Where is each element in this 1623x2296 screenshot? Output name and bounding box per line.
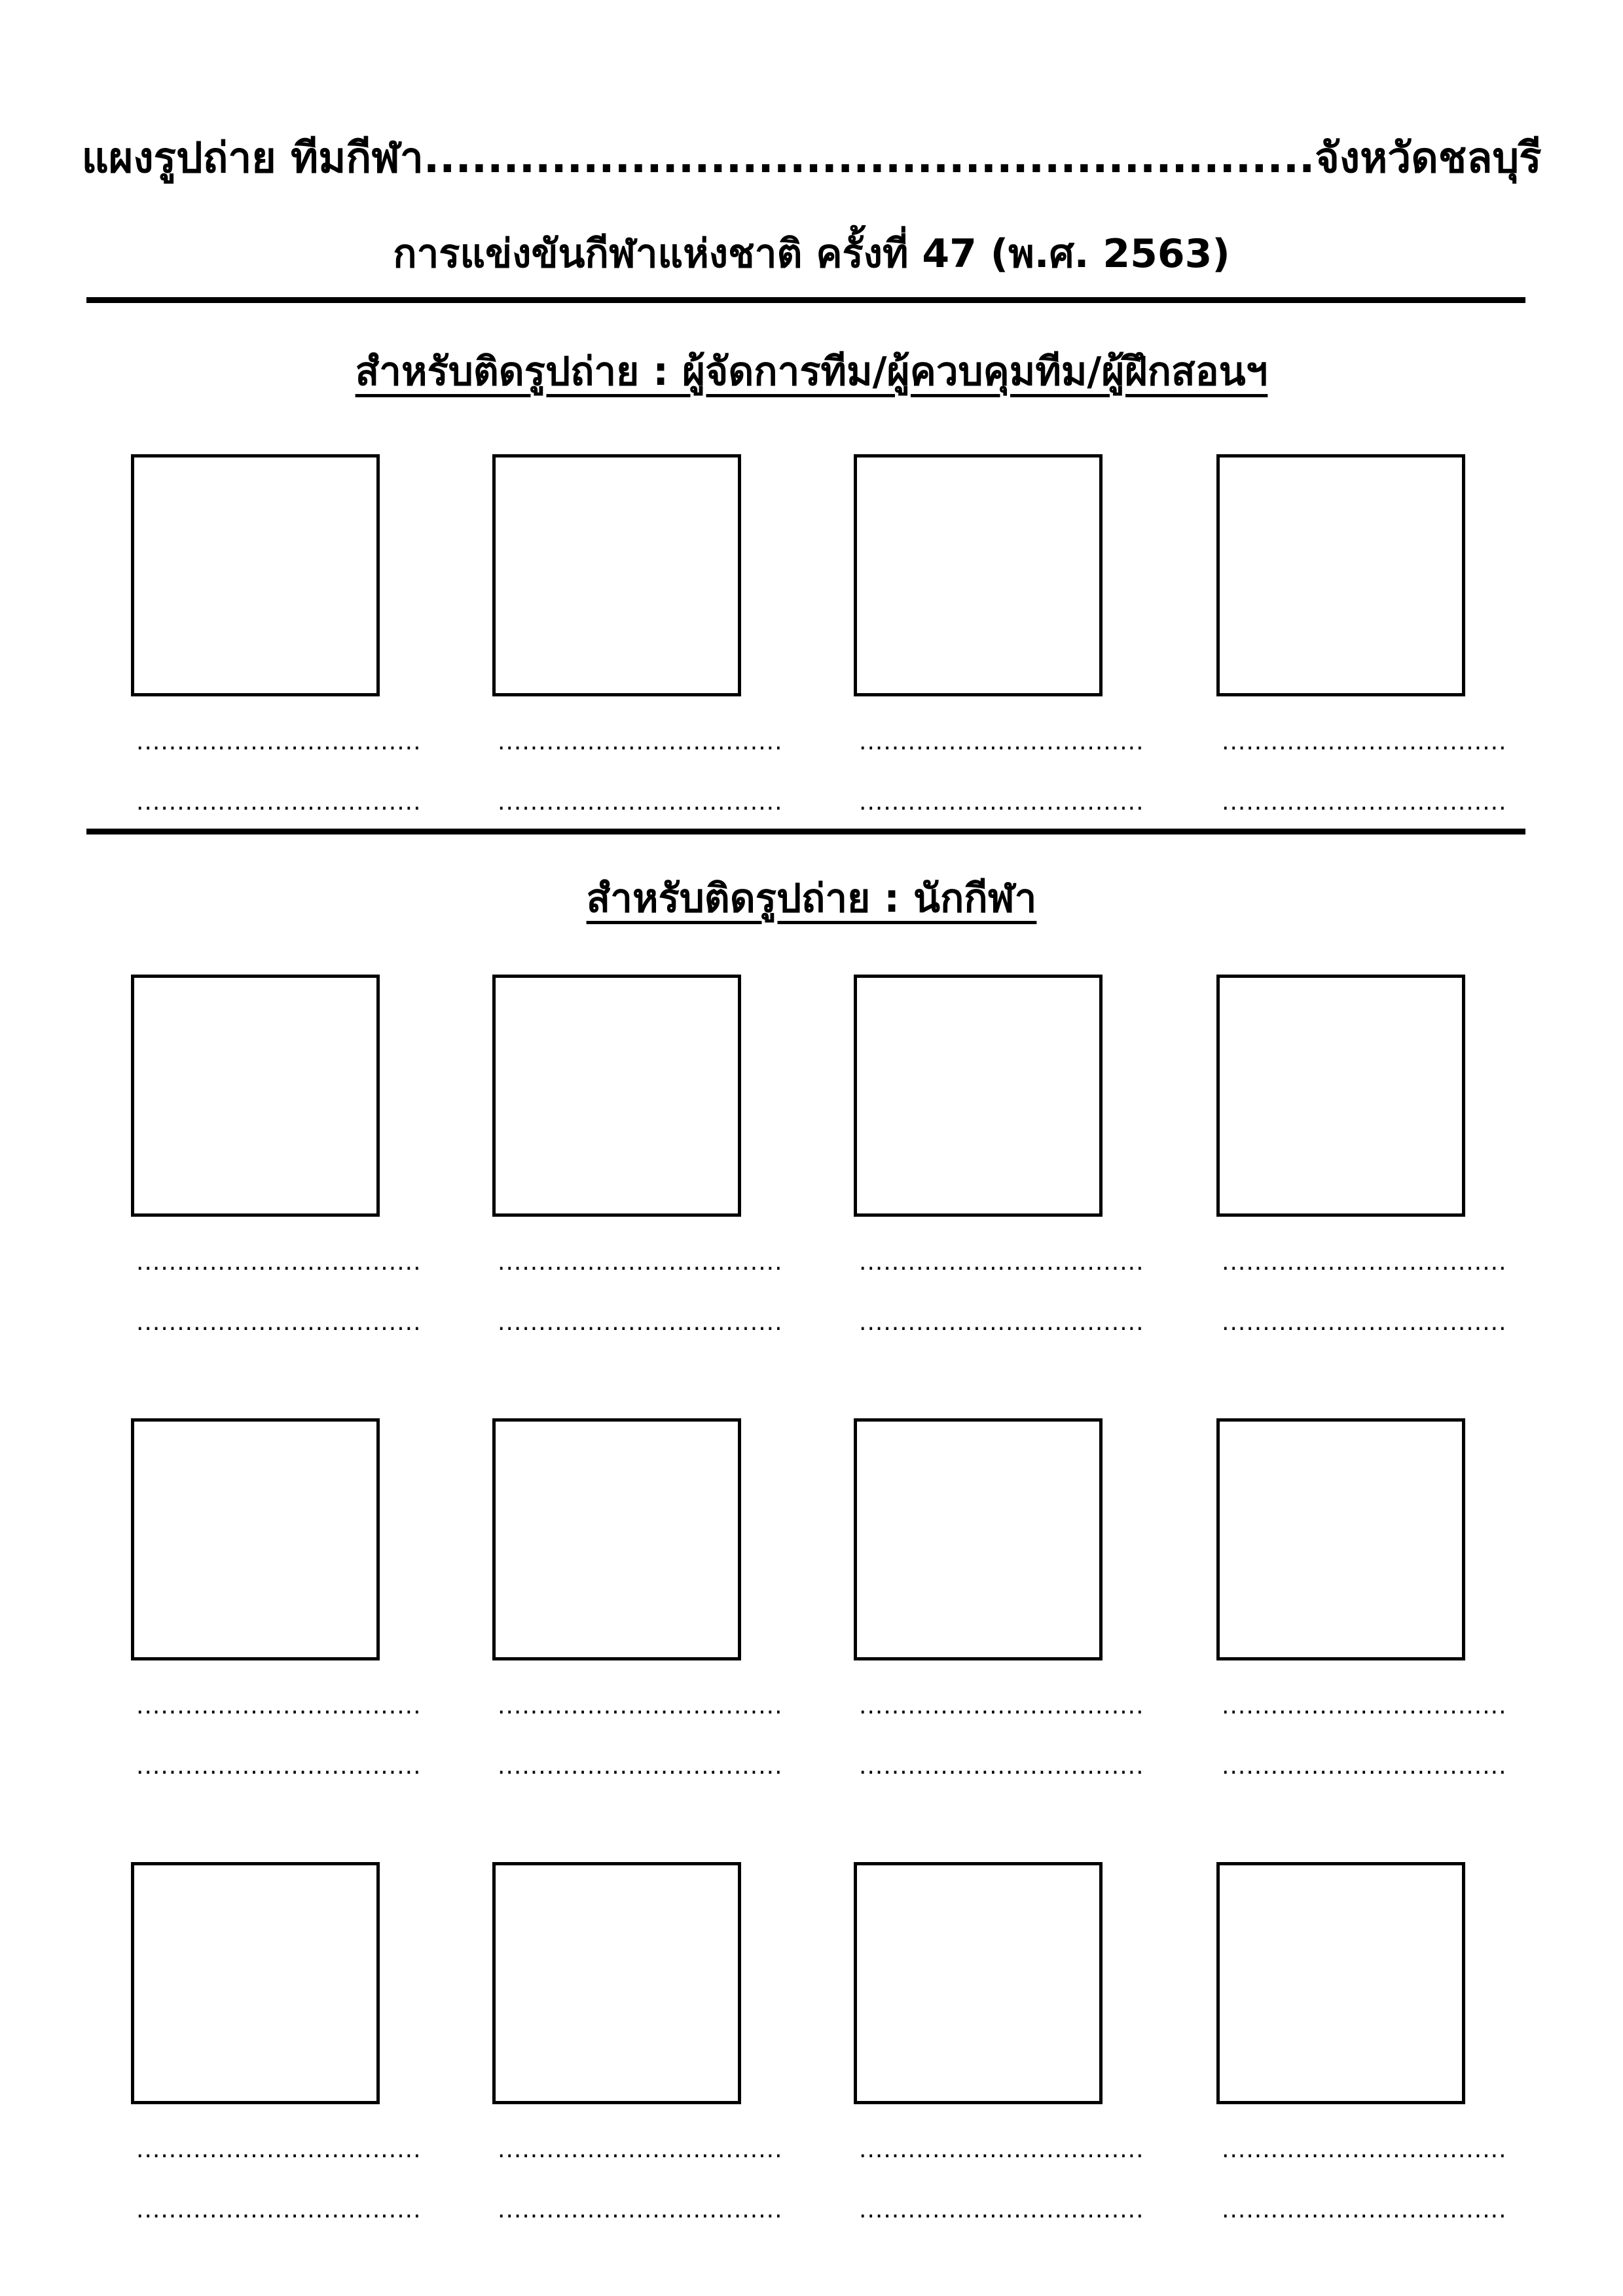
photo-box bbox=[492, 1862, 741, 2104]
name-line: ................................... bbox=[859, 2136, 1144, 2163]
photo-box bbox=[1216, 975, 1465, 1217]
divider-top bbox=[86, 297, 1525, 303]
position-line: ................................... bbox=[498, 1309, 783, 1336]
page-subtitle: การแข่งขันกีฬาแห่งชาติ ครั้งที่ 47 (พ.ศ. 2563) bbox=[393, 231, 1230, 277]
name-line: ................................... bbox=[498, 2136, 783, 2163]
position-line: ................................... bbox=[859, 1753, 1144, 1780]
position-line: ................................... bbox=[136, 1309, 422, 1336]
position-line: ................................... bbox=[859, 2197, 1144, 2223]
name-line: ................................... bbox=[1222, 2136, 1507, 2163]
name-line: ................................... bbox=[498, 1249, 783, 1276]
name-line: ................................... bbox=[859, 728, 1144, 755]
position-line: ................................... bbox=[498, 1753, 783, 1780]
name-line: ................................... bbox=[136, 2136, 422, 2163]
section-heading-staff: สำหรับติดรูปถ่าย : ผู้จัดการทีม/ผู้ควบคุมทีม/ผู้ฝึกสอนฯ bbox=[355, 349, 1268, 395]
photo-box bbox=[492, 454, 741, 696]
photo-box bbox=[131, 454, 380, 696]
photo-box bbox=[1216, 1418, 1465, 1660]
section-heading-athletes: สำหรับติดรูปถ่าย : นักกีฬา bbox=[586, 876, 1037, 922]
name-line: ................................... bbox=[1222, 728, 1507, 755]
position-line: ................................... bbox=[498, 2197, 783, 2223]
divider-middle bbox=[86, 829, 1525, 834]
position-line: ................................... bbox=[859, 789, 1144, 816]
name-line: ................................... bbox=[498, 728, 783, 755]
name-line: ................................... bbox=[136, 1249, 422, 1276]
position-line: ................................... bbox=[1222, 2197, 1507, 2223]
name-line: ................................... bbox=[1222, 1249, 1507, 1276]
name-line: ................................... bbox=[859, 1693, 1144, 1719]
photo-box bbox=[492, 975, 741, 1217]
photo-box bbox=[131, 1862, 380, 2104]
position-line: ................................... bbox=[136, 1753, 422, 1780]
photo-box bbox=[1216, 1862, 1465, 2104]
position-line: ................................... bbox=[136, 2197, 422, 2223]
photo-box bbox=[854, 454, 1103, 696]
position-line: ................................... bbox=[1222, 1309, 1507, 1336]
photo-box bbox=[854, 1862, 1103, 2104]
photo-box bbox=[131, 975, 380, 1217]
name-line: ................................... bbox=[498, 1693, 783, 1719]
photo-box bbox=[854, 1418, 1103, 1660]
photo-box bbox=[131, 1418, 380, 1660]
name-line: ................................... bbox=[1222, 1693, 1507, 1719]
name-line: ................................... bbox=[136, 728, 422, 755]
position-line: ................................... bbox=[1222, 1753, 1507, 1780]
position-line: ................................... bbox=[859, 1309, 1144, 1336]
name-line: ................................... bbox=[859, 1249, 1144, 1276]
photo-box bbox=[1216, 454, 1465, 696]
position-line: ................................... bbox=[136, 789, 422, 816]
position-line: ................................... bbox=[498, 789, 783, 816]
position-line: ................................... bbox=[1222, 789, 1507, 816]
name-line: ................................... bbox=[136, 1693, 422, 1719]
page-title: แผงรูปถ่าย ทีมกีฬา........................................................จังหวัดชลบุรี bbox=[81, 134, 1542, 183]
photo-box bbox=[492, 1418, 741, 1660]
photo-box bbox=[854, 975, 1103, 1217]
